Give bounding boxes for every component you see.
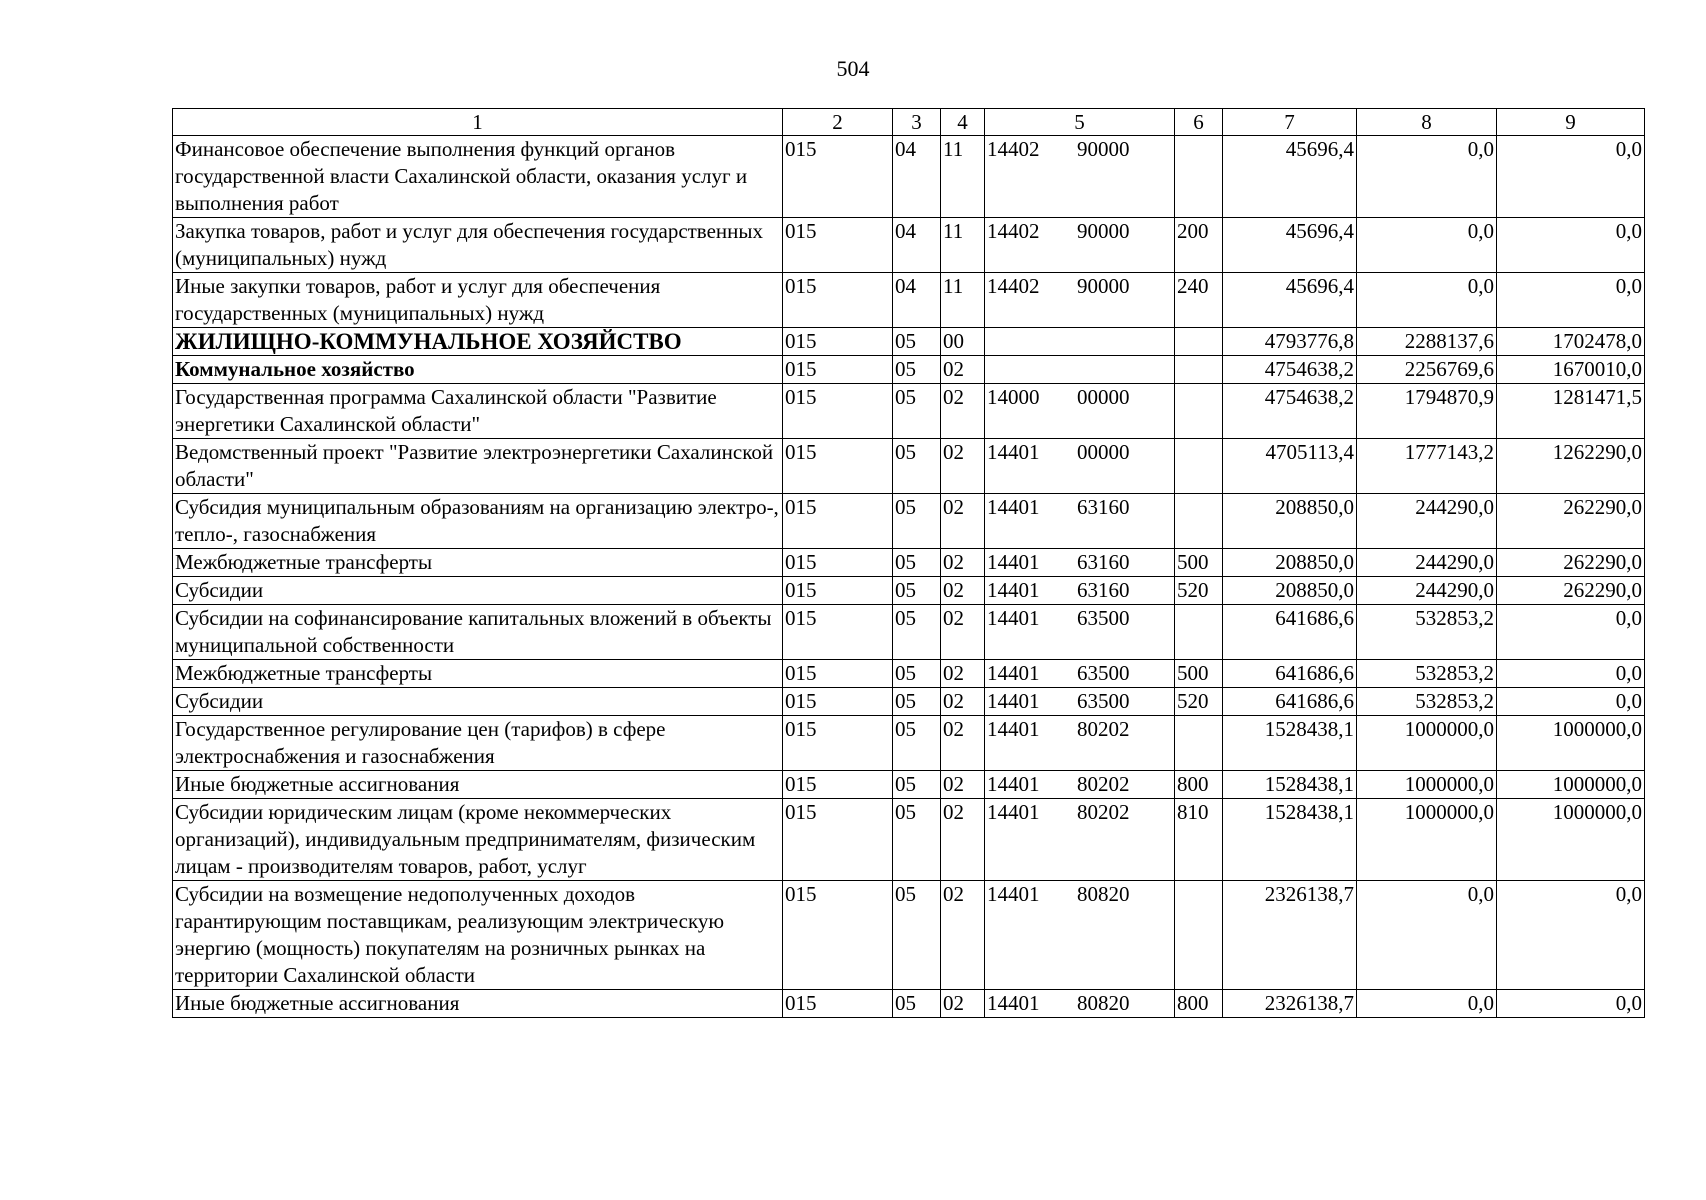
row-target-code-program: 14401 xyxy=(987,606,1040,630)
row-name: Субсидии на софинансирование капитальных вложений в объекты муниципальной собственности xyxy=(173,605,783,660)
row-target-code-direction: 63160 xyxy=(1077,550,1130,574)
row-target-code xyxy=(985,716,1175,771)
row-target-code-program: 14401 xyxy=(987,495,1040,519)
row-target-code-direction: 80202 xyxy=(1077,800,1130,824)
row-expense-type: 800 xyxy=(1175,771,1223,799)
row-amount-col9: 1702478,0 xyxy=(1497,328,1645,356)
row-amount-col8: 0,0 xyxy=(1357,881,1497,990)
row-amount-col8: 2288137,6 xyxy=(1357,328,1497,356)
row-amount-col9: 0,0 xyxy=(1497,605,1645,660)
row-amount-col8: 1794870,9 xyxy=(1357,384,1497,439)
row-subsection-code: 00 xyxy=(941,328,985,356)
page-number: 504 xyxy=(836,56,870,81)
row-subsection-code: 02 xyxy=(941,660,985,688)
header-col-1: 1 xyxy=(173,109,783,136)
row-expense-type: 520 xyxy=(1175,577,1223,605)
row-expense-type xyxy=(1175,716,1223,771)
row-target-code-program: 14402 xyxy=(987,274,1040,298)
row-expense-type xyxy=(1175,384,1223,439)
row-admin-code: 015 xyxy=(783,384,893,439)
row-expense-type: 520 xyxy=(1175,688,1223,716)
row-amount-col8: 532853,2 xyxy=(1357,605,1497,660)
row-target-code-direction: 63160 xyxy=(1077,578,1130,602)
row-amount-col7: 1528438,1 xyxy=(1223,716,1357,771)
row-section-code: 05 xyxy=(893,439,941,494)
header-col-3: 3 xyxy=(893,109,941,136)
row-target-code-program: 14401 xyxy=(987,550,1040,574)
row-name: Иные бюджетные ассигнования xyxy=(173,990,783,1018)
row-name: Субсидии юридическим лицам (кроме некоммерческих организаций), индивидуальным предпринимателям, физическим лицам - производителям товаров, работ, услуг xyxy=(173,799,783,881)
row-section-code: 04 xyxy=(893,136,941,218)
row-amount-col7: 208850,0 xyxy=(1223,577,1357,605)
table-row xyxy=(173,716,1645,771)
row-subsection-code: 02 xyxy=(941,799,985,881)
row-amount-col8: 2256769,6 xyxy=(1357,356,1497,384)
row-amount-col8: 0,0 xyxy=(1357,136,1497,218)
row-expense-type: 500 xyxy=(1175,549,1223,577)
row-amount-col9: 1262290,0 xyxy=(1497,439,1645,494)
row-amount-col8: 0,0 xyxy=(1357,218,1497,273)
row-name: Государственная программа Сахалинской области "Развитие энергетики Сахалинской области" xyxy=(173,384,783,439)
row-target-code xyxy=(985,881,1175,990)
row-target-code xyxy=(985,494,1175,549)
row-admin-code: 015 xyxy=(783,716,893,771)
table-row xyxy=(173,799,1645,881)
row-section-code: 05 xyxy=(893,356,941,384)
row-expense-type xyxy=(1175,356,1223,384)
row-amount-col7: 2326138,7 xyxy=(1223,990,1357,1018)
row-target-code xyxy=(985,577,1175,605)
row-expense-type: 240 xyxy=(1175,273,1223,328)
row-name: Иные закупки товаров, работ и услуг для обеспечения государственных (муниципальных) нужд xyxy=(173,273,783,328)
row-target-code xyxy=(985,328,1175,356)
row-amount-col8: 1000000,0 xyxy=(1357,716,1497,771)
row-amount-col9: 1000000,0 xyxy=(1497,799,1645,881)
row-name: Коммунальное хозяйство xyxy=(173,356,783,384)
row-admin-code: 015 xyxy=(783,799,893,881)
row-section-code: 05 xyxy=(893,881,941,990)
row-amount-col8: 1000000,0 xyxy=(1357,771,1497,799)
table-row xyxy=(173,439,1645,494)
table-row xyxy=(173,494,1645,549)
row-amount-col7: 641686,6 xyxy=(1223,605,1357,660)
row-expense-type xyxy=(1175,439,1223,494)
row-name: Субсидии xyxy=(173,688,783,716)
row-expense-type xyxy=(1175,605,1223,660)
row-amount-col8: 1000000,0 xyxy=(1357,799,1497,881)
row-admin-code: 015 xyxy=(783,688,893,716)
row-target-code-direction: 00000 xyxy=(1077,440,1130,464)
row-target-code-direction: 90000 xyxy=(1077,137,1130,161)
row-subsection-code: 11 xyxy=(941,273,985,328)
row-target-code-program: 14401 xyxy=(987,578,1040,602)
row-target-code-program: 14401 xyxy=(987,882,1040,906)
row-admin-code: 015 xyxy=(783,577,893,605)
row-amount-col7: 1528438,1 xyxy=(1223,799,1357,881)
table-row xyxy=(173,660,1645,688)
header-col-6: 6 xyxy=(1175,109,1223,136)
row-name: Иные бюджетные ассигнования xyxy=(173,771,783,799)
row-amount-col7: 208850,0 xyxy=(1223,494,1357,549)
row-target-code-direction: 63500 xyxy=(1077,689,1130,713)
row-target-code xyxy=(985,771,1175,799)
row-name: Ведомственный проект "Развитие электроэнергетики Сахалинской области" xyxy=(173,439,783,494)
row-subsection-code: 02 xyxy=(941,771,985,799)
row-amount-col9: 262290,0 xyxy=(1497,494,1645,549)
table-row xyxy=(173,688,1645,716)
row-expense-type xyxy=(1175,328,1223,356)
row-target-code xyxy=(985,218,1175,273)
row-target-code-program: 14401 xyxy=(987,440,1040,464)
row-subsection-code: 02 xyxy=(941,439,985,494)
row-target-code-program: 14401 xyxy=(987,800,1040,824)
row-amount-col7: 45696,4 xyxy=(1223,136,1357,218)
table-row xyxy=(173,771,1645,799)
row-name: Межбюджетные трансферты xyxy=(173,549,783,577)
row-subsection-code: 02 xyxy=(941,881,985,990)
row-target-code-direction: 80202 xyxy=(1077,717,1130,741)
row-target-code-program: 14401 xyxy=(987,991,1040,1015)
header-col-4: 4 xyxy=(941,109,985,136)
row-admin-code: 015 xyxy=(783,990,893,1018)
row-amount-col9: 0,0 xyxy=(1497,688,1645,716)
row-subsection-code: 02 xyxy=(941,577,985,605)
row-expense-type: 800 xyxy=(1175,990,1223,1018)
budget-table xyxy=(172,108,1645,1018)
row-expense-type xyxy=(1175,881,1223,990)
row-name: Финансовое обеспечение выполнения функций органов государственной власти Сахалинской области, оказания услуг и выполнения работ xyxy=(173,136,783,218)
row-amount-col8: 244290,0 xyxy=(1357,494,1497,549)
row-amount-col7: 45696,4 xyxy=(1223,218,1357,273)
row-subsection-code: 02 xyxy=(941,549,985,577)
row-target-code-direction: 90000 xyxy=(1077,219,1130,243)
row-amount-col8: 532853,2 xyxy=(1357,660,1497,688)
row-amount-col9: 0,0 xyxy=(1497,881,1645,990)
row-amount-col9: 262290,0 xyxy=(1497,577,1645,605)
row-admin-code: 015 xyxy=(783,881,893,990)
row-amount-col7: 45696,4 xyxy=(1223,273,1357,328)
row-target-code xyxy=(985,605,1175,660)
row-target-code-direction: 63500 xyxy=(1077,606,1130,630)
row-expense-type xyxy=(1175,136,1223,218)
table-row xyxy=(173,549,1645,577)
header-row xyxy=(173,109,1645,136)
table-row xyxy=(173,356,1645,384)
row-target-code xyxy=(985,660,1175,688)
row-name: Государственное регулирование цен (тарифов) в сфере электроснабжения и газоснабжения xyxy=(173,716,783,771)
table-row xyxy=(173,990,1645,1018)
row-amount-col9: 0,0 xyxy=(1497,218,1645,273)
row-amount-col7: 4705113,4 xyxy=(1223,439,1357,494)
row-amount-col9: 1281471,5 xyxy=(1497,384,1645,439)
row-admin-code: 015 xyxy=(783,494,893,549)
row-target-code-direction: 63160 xyxy=(1077,495,1130,519)
row-section-code: 05 xyxy=(893,990,941,1018)
row-name: Субсидии на возмещение недополученных доходов гарантирующим поставщикам, реализующим электрическую энергию (мощность) покупателям на розничных рынках на территории Сахалинской области xyxy=(173,881,783,990)
row-section-code: 05 xyxy=(893,605,941,660)
row-target-code-direction: 63500 xyxy=(1077,661,1130,685)
row-admin-code: 015 xyxy=(783,605,893,660)
header-col-2: 2 xyxy=(783,109,893,136)
row-section-code: 05 xyxy=(893,660,941,688)
row-name: Межбюджетные трансферты xyxy=(173,660,783,688)
row-subsection-code: 11 xyxy=(941,218,985,273)
row-subsection-code: 02 xyxy=(941,384,985,439)
header-col-5: 5 xyxy=(985,109,1175,136)
row-section-code: 05 xyxy=(893,771,941,799)
row-amount-col8: 244290,0 xyxy=(1357,549,1497,577)
row-target-code xyxy=(985,439,1175,494)
row-admin-code: 015 xyxy=(783,218,893,273)
row-subsection-code: 02 xyxy=(941,494,985,549)
row-admin-code: 015 xyxy=(783,771,893,799)
row-amount-col7: 641686,6 xyxy=(1223,660,1357,688)
row-target-code xyxy=(985,356,1175,384)
row-amount-col7: 4793776,8 xyxy=(1223,328,1357,356)
row-amount-col8: 532853,2 xyxy=(1357,688,1497,716)
row-section-code: 04 xyxy=(893,218,941,273)
row-amount-col9: 0,0 xyxy=(1497,990,1645,1018)
row-target-code-direction: 80820 xyxy=(1077,991,1130,1015)
row-amount-col8: 244290,0 xyxy=(1357,577,1497,605)
row-expense-type xyxy=(1175,494,1223,549)
row-amount-col9: 0,0 xyxy=(1497,136,1645,218)
row-section-code: 05 xyxy=(893,799,941,881)
header-col-9: 9 xyxy=(1497,109,1645,136)
row-target-code-program: 14401 xyxy=(987,772,1040,796)
row-amount-col9: 0,0 xyxy=(1497,660,1645,688)
row-subsection-code: 02 xyxy=(941,716,985,771)
row-target-code xyxy=(985,384,1175,439)
row-expense-type: 810 xyxy=(1175,799,1223,881)
row-amount-col8: 0,0 xyxy=(1357,273,1497,328)
table-row xyxy=(173,384,1645,439)
row-admin-code: 015 xyxy=(783,328,893,356)
row-amount-col8: 1777143,2 xyxy=(1357,439,1497,494)
row-section-code: 05 xyxy=(893,549,941,577)
row-subsection-code: 02 xyxy=(941,356,985,384)
row-target-code-program: 14401 xyxy=(987,717,1040,741)
row-target-code xyxy=(985,136,1175,218)
table-row xyxy=(173,605,1645,660)
row-section-code: 05 xyxy=(893,494,941,549)
row-section-code: 05 xyxy=(893,384,941,439)
row-subsection-code: 02 xyxy=(941,990,985,1018)
row-amount-col7: 2326138,7 xyxy=(1223,881,1357,990)
row-target-code xyxy=(985,549,1175,577)
row-expense-type: 200 xyxy=(1175,218,1223,273)
row-target-code-program: 14401 xyxy=(987,661,1040,685)
row-section-code: 05 xyxy=(893,688,941,716)
row-admin-code: 015 xyxy=(783,356,893,384)
row-amount-col9: 262290,0 xyxy=(1497,549,1645,577)
row-section-code: 05 xyxy=(893,328,941,356)
row-amount-col9: 0,0 xyxy=(1497,273,1645,328)
row-section-code: 05 xyxy=(893,577,941,605)
row-admin-code: 015 xyxy=(783,660,893,688)
table-row xyxy=(173,577,1645,605)
row-subsection-code: 02 xyxy=(941,605,985,660)
row-name: Субсидии xyxy=(173,577,783,605)
row-amount-col7: 4754638,2 xyxy=(1223,356,1357,384)
row-amount-col7: 4754638,2 xyxy=(1223,384,1357,439)
row-target-code xyxy=(985,990,1175,1018)
row-subsection-code: 02 xyxy=(941,688,985,716)
row-amount-col8: 0,0 xyxy=(1357,990,1497,1018)
table-body xyxy=(173,136,1645,1018)
row-amount-col7: 1528438,1 xyxy=(1223,771,1357,799)
row-subsection-code: 11 xyxy=(941,136,985,218)
row-target-code-direction: 80202 xyxy=(1077,772,1130,796)
header-col-8: 8 xyxy=(1357,109,1497,136)
row-target-code-direction: 80820 xyxy=(1077,882,1130,906)
header-col-7: 7 xyxy=(1223,109,1357,136)
row-target-code xyxy=(985,688,1175,716)
table-row xyxy=(173,328,1645,356)
row-target-code-program: 14402 xyxy=(987,219,1040,243)
row-amount-col7: 641686,6 xyxy=(1223,688,1357,716)
row-amount-col9: 1670010,0 xyxy=(1497,356,1645,384)
row-amount-col9: 1000000,0 xyxy=(1497,716,1645,771)
table-row xyxy=(173,273,1645,328)
row-target-code xyxy=(985,799,1175,881)
row-target-code-direction: 00000 xyxy=(1077,385,1130,409)
row-name: Закупка товаров, работ и услуг для обеспечения государственных (муниципальных) нужд xyxy=(173,218,783,273)
row-name: Субсидия муниципальным образованиям на организацию электро-, тепло-, газоснабжения xyxy=(173,494,783,549)
row-admin-code: 015 xyxy=(783,136,893,218)
row-name: ЖИЛИЩНО-КОММУНАЛЬНОЕ ХОЗЯЙСТВО xyxy=(173,328,783,356)
row-expense-type: 500 xyxy=(1175,660,1223,688)
table-row xyxy=(173,218,1645,273)
table-row xyxy=(173,136,1645,218)
row-target-code-program: 14402 xyxy=(987,137,1040,161)
row-admin-code: 015 xyxy=(783,439,893,494)
row-section-code: 05 xyxy=(893,716,941,771)
row-target-code-program: 14000 xyxy=(987,385,1040,409)
row-target-code-direction: 90000 xyxy=(1077,274,1130,298)
row-amount-col7: 208850,0 xyxy=(1223,549,1357,577)
row-target-code xyxy=(985,273,1175,328)
row-section-code: 04 xyxy=(893,273,941,328)
row-admin-code: 015 xyxy=(783,549,893,577)
row-target-code-program: 14401 xyxy=(987,689,1040,713)
row-admin-code: 015 xyxy=(783,273,893,328)
table-row xyxy=(173,881,1645,990)
row-amount-col9: 1000000,0 xyxy=(1497,771,1645,799)
